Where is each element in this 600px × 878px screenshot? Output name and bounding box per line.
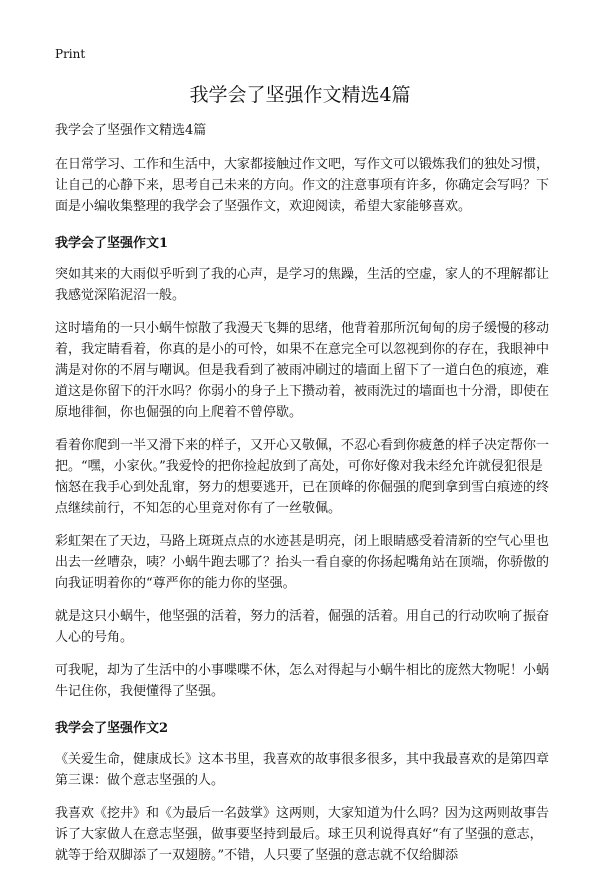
article-body [55,120,550,878]
paragraph: 看着你爬到一半又滑下来的样子，又开心又敬佩，不忍心看到你疲惫的样子决定帮你一把。“嘿，小家伙。”我爱怜的把你捡起放到了高处，可你好像对我未经允许就侵犯很是恼怒在我手心到处乱窜，努力的想要逃开，已在顶峰的你倔强的爬到拿到雪白痕迹的终点继续前行，不知怎的心里竟对你有了一丝敬佩。 [55,438,550,516]
print-label: Print [55,47,86,61]
paragraph: 《关爱生命，健康成长》这本书里，我喜欢的故事很多很多，其中我最喜欢的是第四章第三课：做个意志坚强的人。 [55,752,550,788]
subtitle: 我学会了坚强作文精选4篇 [55,123,207,138]
paragraph: 我喜欢《挖井》和《为最后一名鼓掌》这两则，大家知道为什么吗？因为这两则故事告诉了大家做人在意志坚强，做事要坚持到最后。球王贝利说得真好“有了坚强的意志，就等于给双脚添了一双翅膀。”不错，人只要了坚强的意志就不仅给脚添 [55,806,550,863]
paragraph: 可我呢，却为了生活中的小事喋喋不休，怎么对得起与小蜗牛相比的庞然大物呢！小蜗牛记住你，我便懂得了坚强。 [55,663,550,699]
paragraph: 突如其来的大雨似乎听到了我的心声，是学习的焦躁，生活的空虚，家人的不理解都让我感觉深陷泥沼一般。 [55,267,550,303]
paragraph: 就是这只小蜗牛，他坚强的活着，努力的活着，倔强的活着。用自己的行动吹响了振奋人心的号角。 [55,609,550,645]
paragraph: 这时墙角的一只小蜗牛惊散了我漫天飞舞的思绪，他背着那所沉甸甸的房子缓慢的移动着，我定睛看着，你真的是小的可怜，如果不在意完全可以忽视到你的存在，我眼神中满是对你的不屑与嘲讽。但是我看到了被雨冲刷过的墙面上留下了一道白色的痕迹，难道这是你留下的汗水吗？你弱小的身子上下攒动着，被雨洗过的墙面也十分滑，即使在原地徘徊，你也倔强的向上爬着不曾停歇。 [55,321,550,420]
intro-paragraph: 在日常学习、工作和生活中，大家都接触过作文吧，写作文可以锻炼我们的独处习惯，让自己的心静下来，思考自己未来的方向。作文的注意事项有许多，你确定会写吗？下面是小编收集整理的我学会了坚强作文，欢迎阅读，希望大家能够喜欢。 [55,157,550,214]
section-heading-2: 我学会了坚强作文2 [55,721,169,736]
paragraph: 彩虹架在了天边，马路上斑斑点点的水迹甚是明亮，闭上眼睛感受着清新的空气心里也出去一丝嘈杂，咦？小蜗牛跑去哪了？抬头一看自豪的你扬起嘴角站在顶端，你骄傲的向我证明着你的“尊严你的能力你的坚强。 [55,534,550,591]
section-heading-1: 我学会了坚强作文1 [55,236,169,251]
page-title: 我学会了坚强作文精选4篇 [189,84,411,106]
